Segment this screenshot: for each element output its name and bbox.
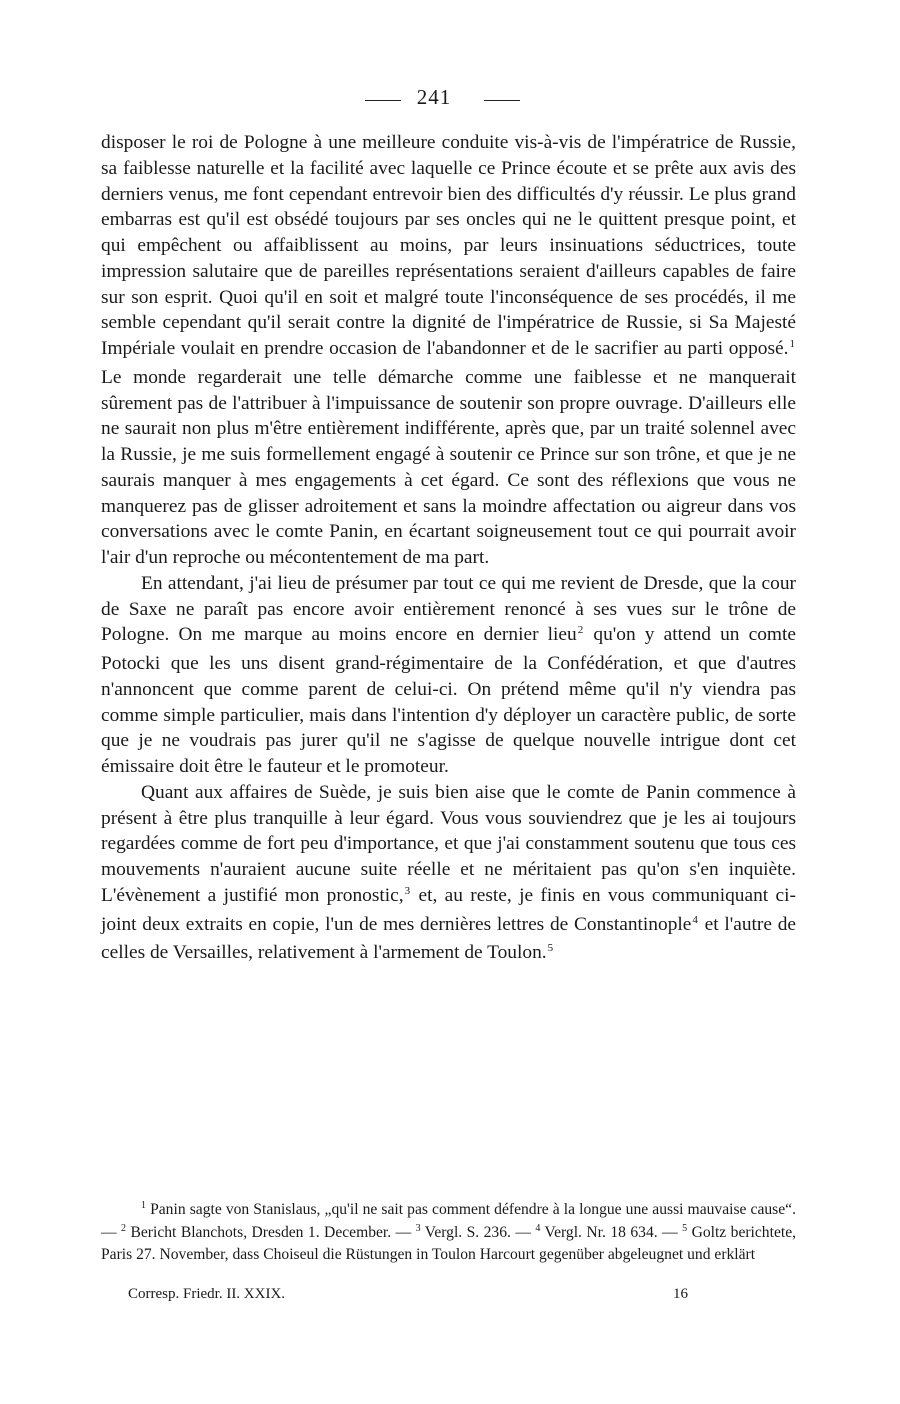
footnote-reference: 3 xyxy=(404,884,411,897)
footnote-mark: 4 xyxy=(535,1222,541,1234)
footnote-mark: 5 xyxy=(682,1222,688,1234)
main-text xyxy=(101,130,796,969)
signature-line xyxy=(128,1286,688,1310)
page-header xyxy=(0,80,900,120)
footnote-text: Vergl. S. 236. — xyxy=(420,1223,536,1241)
header-dash-left xyxy=(365,100,401,101)
sheet-number: 16 xyxy=(673,1286,688,1302)
paragraph-text: En attendant, j'ai lieu de présumer par tout ce qui me revient de Dresde, que la cour de Saxe ne paraît pas encore avoir entièrement renoncé à ses vues sur le trône de Pologne. On me marque au moins encore en dernier lieu xyxy=(101,572,796,646)
footnote-text: Goltz berichtete, Paris 27. November, dass Choiseul die Rüstungen in Toulon Harcourt gegenüber abgeleugnet und erklärt xyxy=(101,1223,797,1263)
footnote-text: Vergl. Nr. 18 634. — xyxy=(540,1223,683,1241)
footnote-text: Bericht Blanchots, Dresden 1. December. — xyxy=(126,1223,416,1241)
paragraph xyxy=(101,571,796,780)
footnote-reference: 2 xyxy=(577,624,584,637)
footnote-reference: 4 xyxy=(692,913,698,926)
footnotes xyxy=(101,1200,796,1266)
header-dash-right xyxy=(484,100,520,101)
footnote-mark: 1 xyxy=(141,1200,146,1211)
paragraph xyxy=(101,130,796,571)
footnote-reference: 5 xyxy=(547,942,554,955)
paragraph xyxy=(101,780,796,969)
paragraph-text: qu'on y attend un comte Potocki que les uns disent grand-régimentaire de la Confédération, et que d'autres n'annoncent que comme parent de celui-ci. On prétend même qu'il n'y viendra pas comme simple particulier, mais dans l'intention d'y déployer un caractère public, de sorte que je ne voudrais pas jurer qu'il ne s'agisse de quelque nouvelle intrigue dont cet émissaire doit être le fauteur et le promoteur. xyxy=(101,624,797,777)
paragraph-text: Le monde regarderait une telle démarche comme une faiblesse et ne manquerait sûrement pas de l'attribuer à l'impuissance de soutenir son propre ouvrage. D'ailleurs elle ne saurait non plus m'être entièrement indifférente, après que, par un traité solennel avec la Russie, je me suis formellement engagé à soutenir ce Prince sur son trône, et que je ne saurais manquer à mes engagements à cet égard. Ce sont des réflexions que vous ne manquerez pas de glisser adroitement et sans la moindre affectation ou aigreur dans vos conversations avec le comte Panin, en écartant soigneusement tout ce qui pourrait avoir l'air d'un reproche ou mécontentement de ma part. xyxy=(101,366,796,568)
footnote-mark: 3 xyxy=(415,1222,421,1234)
footnote-block xyxy=(101,1200,796,1266)
volume-signature: Corresp. Friedr. II. XXIX. xyxy=(128,1286,286,1302)
paragraph-text: Quant aux affaires de Suède, je suis bien aise que le comte de Panin commence à présent à être plus tranquille à leur égard. Vous vous souviendrez que je les ai toujours regardées comme de fort peu d'importance, et que j'ai constamment soutenu que tous ces mouvements n'auraient aucune suite réelle et ne méritaient pas qu'on s'en inquiète. L'évènement a justifié mon pronostic, xyxy=(101,781,796,906)
footnote-text: Panin sagte von Stanislaus, „qu'il ne sait pas comment défendre à la longue une aussi mauvaise cause“. — xyxy=(101,1201,796,1241)
paragraph-text: et l'autre de celles de Versailles, relativement à l'armement de Toulon. xyxy=(101,913,796,964)
footnote-reference: 1 xyxy=(789,338,795,350)
page-number: 241 xyxy=(416,85,452,109)
footnote-mark: 2 xyxy=(121,1222,127,1234)
paragraph-text: disposer le roi de Pologne à une meilleure conduite vis-à-vis de l'impératrice de Russie, sa faiblesse naturelle et la facilité avec laquelle ce Prince écoute et se prête aux avis des derniers venus, me font cependant entrevoir bien des difficultés d'y réussir. Le plus grand embarras est qu'il est obsédé toujours par ses oncles qui ne le quittent presque point, et qui empêchent ou affaiblissent au moins, par leurs insinuations séductrices, toute impression salutaire que de pareilles représentations seraient d'ailleurs capables de faire sur son esprit. Quoi qu'il en soit et malgré toute l'inconséquence de ses procédés, il me semble cependant qu'il serait contre la dignité de l'impératrice de Russie, si Sa Majesté Impériale voulait en prendre occasion de l'abandonner et de le sacrifier au parti opposé. xyxy=(101,132,796,359)
paragraph-text: et, au reste, je finis en vous communiquant ci-joint deux extraits en copie, l'un de mes dernières lettres de Constantinople xyxy=(101,884,796,935)
